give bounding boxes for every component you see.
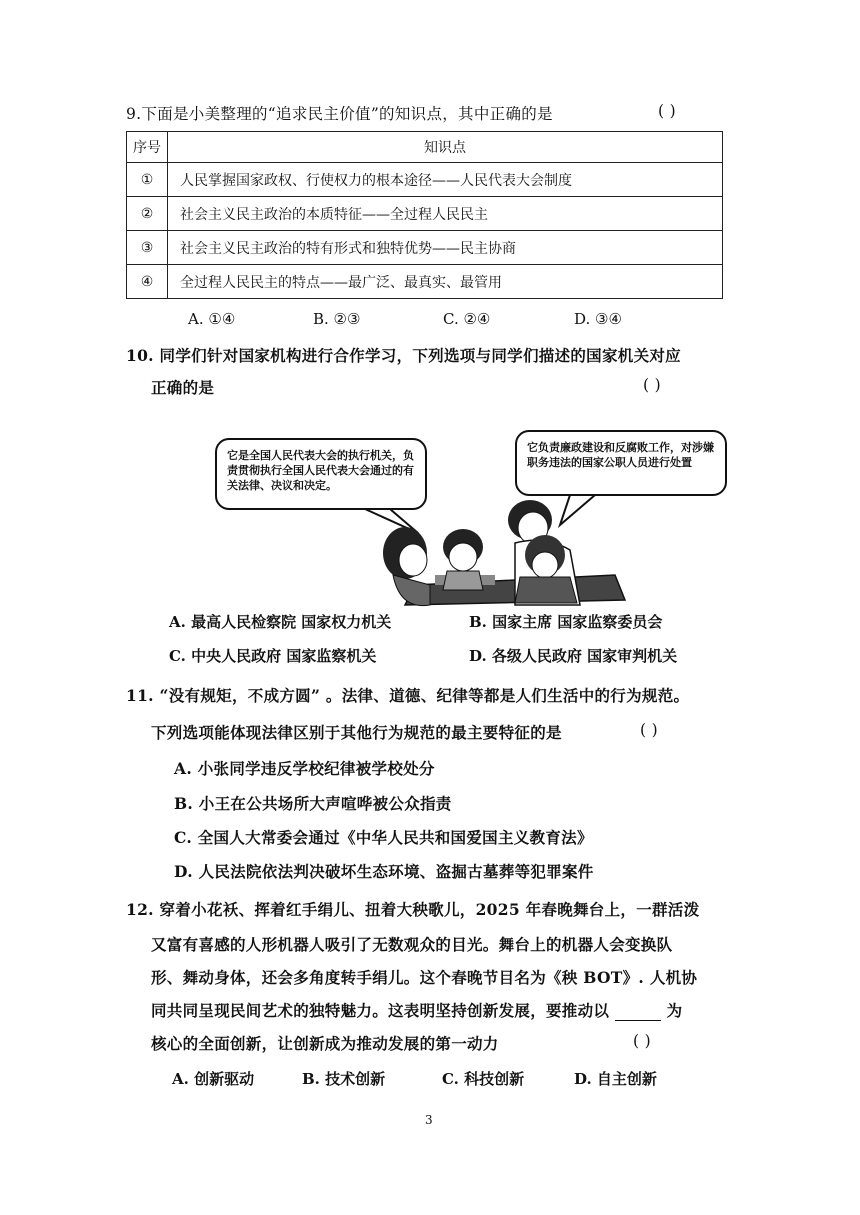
table-header-index: 序号: [127, 132, 168, 163]
q11-stem-line1: 11. “没有规矩，不成方圆” 。法律、道德、纪律等都是人们生活中的行为规范。: [126, 686, 690, 705]
q9-option-d[interactable]: D. ③④: [574, 310, 622, 328]
q10-option-d[interactable]: D. 各级人民政府 国家审判机关: [469, 647, 678, 665]
student-mid-face: [449, 543, 477, 571]
q12-stem-line3: 形、舞动身体，还会多角度转手绢儿。这个春晚节目名为《秧 BOT》. 人机协: [151, 968, 698, 987]
table-cell-knowledge: 全过程人民民主的特点——最广泛、最真实、最管用: [168, 265, 723, 299]
table-header-row: [127, 132, 723, 163]
speech-bubble-left: 它是全国人民代表大会的执行机关，负责贯彻执行全国人民代表大会通过的有关法律、决议和决定。: [215, 438, 427, 510]
q9-paren-text: ( ): [658, 102, 676, 120]
table-cell-index: ②: [127, 197, 168, 231]
table-cell-index: ①: [127, 163, 168, 197]
q10-option-c[interactable]: C. 中央人民政府 国家监察机关: [169, 647, 377, 665]
q12-stem-line4: [151, 999, 682, 1021]
q11-option-a[interactable]: A. 小张同学违反学校纪律被学校处分: [174, 759, 435, 778]
q12-fill-blank[interactable]: [615, 1004, 661, 1021]
q10-option-a[interactable]: A. 最高人民检察院 国家权力机关: [169, 613, 392, 631]
q11-option-d[interactable]: D. 人民法院依法判决破坏生态环境、盗掘古墓葬等犯罪案件: [174, 862, 594, 881]
bubble-right-tail: [560, 495, 595, 525]
student-mid-body: [443, 571, 483, 590]
q10-answer-paren: ( ): [643, 376, 661, 394]
q11-option-b[interactable]: B. 小王在公共场所大声喧哗被公众指责: [174, 794, 452, 813]
q11-answer-paren: ( ): [640, 721, 658, 739]
q10-stem-line2: 正确的是: [151, 378, 215, 397]
student-right-face: [532, 552, 558, 578]
table-row: [127, 197, 723, 231]
q12-answer-paren: ( ): [633, 1032, 651, 1050]
student-right-body: [515, 577, 577, 603]
q12-option-b[interactable]: B. 技术创新: [302, 1070, 386, 1088]
q9-stem-text: 9.下面是小美整理的“追求民主价值”的知识点，其中正确的是: [126, 105, 553, 123]
q12-stem-line1: 12. 穿着小花袄、挥着红手绢儿、扭着大秧歌儿，2025 年春晚舞台上，一群活泼: [126, 900, 700, 919]
q9-option-a[interactable]: A. ①④: [188, 310, 236, 328]
table-cell-index: ④: [127, 265, 168, 299]
q12-option-a[interactable]: A. 创新驱动: [172, 1070, 255, 1088]
q12-stem-line4-text: 同共同呈现民间艺术的独特魅力。这表明坚持创新发展，要推动以: [151, 1001, 610, 1020]
q9-stem: [126, 102, 553, 124]
q11-option-c[interactable]: C. 全国人大常委会通过《中华人民共和国爱国主义教育法》: [174, 828, 593, 847]
q9-knowledge-table: [126, 131, 723, 299]
q10-stem-line1: 10. 同学们针对国家机构进行合作学习，下列选项与同学们描述的国家机关对应: [126, 346, 681, 365]
table-cell-knowledge: 社会主义民主政治的本质特征——全过程人民民主: [168, 197, 723, 231]
student-left-body: [393, 575, 430, 606]
q12-stem-line4-tail: 为: [666, 1001, 683, 1020]
student-left-face: [399, 544, 427, 576]
q10-illustration: [215, 425, 735, 610]
q12-option-d[interactable]: D. 自主创新: [574, 1070, 657, 1088]
table-header-knowledge: 知识点: [168, 132, 723, 163]
q12-option-c[interactable]: C. 科技创新: [442, 1070, 525, 1088]
speech-bubble-right: 它负责廉政建设和反腐败工作，对涉嫌职务违法的国家公职人员进行处置: [515, 430, 727, 496]
table-cell-knowledge: 社会主义民主政治的特有形式和独特优势——民主协商: [168, 231, 723, 265]
table-row: [127, 265, 723, 299]
page-number: 3: [425, 1113, 433, 1127]
table-row: [127, 163, 723, 197]
q12-stem-line5: 核心的全面创新，让创新成为推动发展的第一动力: [151, 1034, 499, 1053]
table-row: [127, 231, 723, 265]
table-cell-index: ③: [127, 231, 168, 265]
q9-answer-paren: [658, 102, 676, 120]
q9-option-c[interactable]: C. ②④: [443, 310, 491, 328]
q9-option-b[interactable]: B. ②③: [313, 310, 361, 328]
q10-option-b[interactable]: B. 国家主席 国家监察委员会: [469, 613, 663, 631]
q11-stem-line2: 下列选项能体现法律区别于其他行为规范的最主要特征的是: [151, 723, 562, 742]
table-cell-knowledge: 人民掌握国家政权、行使权力的根本途径——人民代表大会制度: [168, 163, 723, 197]
q12-stem-line2: 又富有喜感的人形机器人吸引了无数观众的目光。舞台上的机器人会变换队: [151, 935, 673, 954]
